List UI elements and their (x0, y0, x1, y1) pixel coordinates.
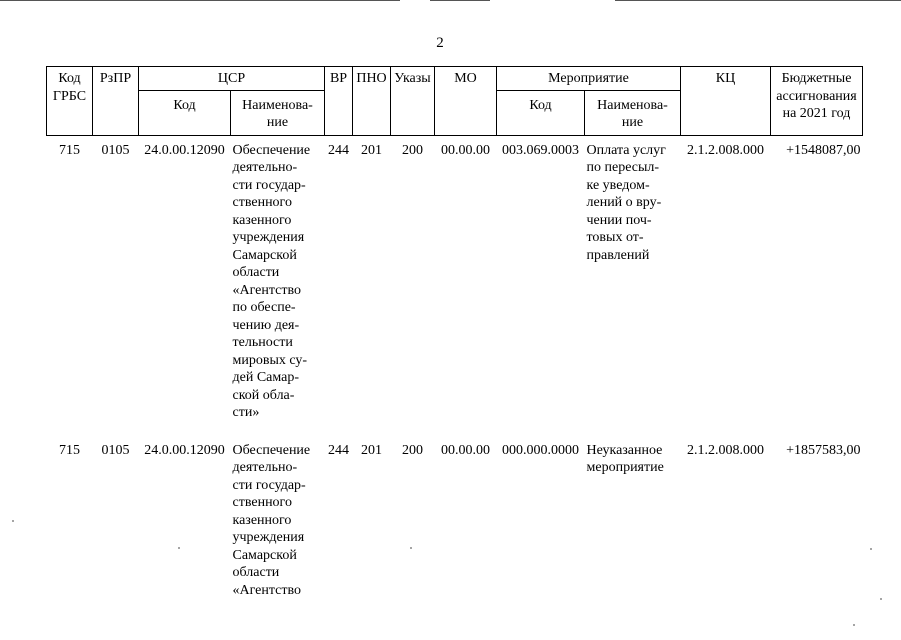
cell-ukazy: 200 (402, 142, 423, 158)
header-vr: ВР (325, 67, 353, 136)
cell-event-kod: 003.069.0003 (502, 142, 579, 158)
cell-pno: 201 (361, 142, 382, 158)
table-row (47, 436, 863, 600)
scan-speck (853, 624, 855, 626)
page-number: 2 (436, 35, 444, 51)
cell-kc: 2.1.2.008.000 (687, 442, 764, 458)
scan-speck (880, 598, 882, 600)
header-kod-grbs: Код ГРБС (47, 67, 93, 136)
scan-speck (870, 548, 872, 550)
cell-kc: 2.1.2.008.000 (687, 142, 764, 158)
header-csr-kod: Код (139, 90, 231, 135)
cell-kod-grbs: 715 (59, 442, 80, 458)
scan-speck (12, 520, 14, 522)
header-budget: Бюджетные ассигнования на 2021 год (771, 67, 863, 136)
header-event: Мероприятие (497, 67, 681, 91)
scan-speck (178, 547, 180, 549)
header-csr-name: Наименова- ние (231, 90, 325, 135)
cell-csr-name: Обеспечение деятельно- сти государ- ственного казенного учреждения Самарской области «Агентство по обеспе- чению дея- тельности мировых су- дей Самар- ской обла- сти» (232, 142, 311, 420)
cell-budget: +1548087,00 (786, 142, 861, 158)
cell-budget: +1857583,00 (786, 442, 861, 458)
header-rzpr: РзПР (93, 67, 139, 136)
table-body (47, 135, 863, 599)
cell-rzpr: 0105 (101, 442, 130, 458)
cell-csr-kod: 24.0.00.12090 (144, 442, 225, 458)
header-kc: КЦ (681, 67, 771, 136)
scan-speck (410, 547, 412, 549)
cell-csr-name: Обеспечение деятельно- сти государ- ственного казенного учреждения Самарской области «Агентство (232, 442, 311, 598)
cell-event-name: Неуказанное мероприятие (586, 442, 664, 475)
budget-table (46, 66, 863, 599)
cell-ukazy: 200 (402, 442, 423, 458)
cell-vr: 244 (328, 142, 349, 158)
header-pno: ПНО (353, 67, 391, 136)
scan-edge-line (430, 0, 490, 1)
cell-mo: 00.00.00 (441, 142, 490, 158)
header-ukazy: Указы (391, 67, 435, 136)
cell-kod-grbs: 715 (59, 142, 80, 158)
scan-edge-line (615, 0, 901, 1)
header-event-name: Наименова- ние (585, 90, 681, 135)
table-header (47, 67, 863, 136)
cell-event-kod: 000.000.0000 (502, 442, 579, 458)
scan-edge-line (0, 0, 400, 1)
cell-mo: 00.00.00 (441, 442, 490, 458)
cell-vr: 244 (328, 442, 349, 458)
cell-pno: 201 (361, 442, 382, 458)
header-event-kod: Код (497, 90, 585, 135)
header-csr: ЦСР (139, 67, 325, 91)
cell-csr-kod: 24.0.00.12090 (144, 142, 225, 158)
cell-event-name: Оплата услуг по пересыл- ке уведом- лений о вру- чении поч- товых от- правлений (586, 142, 666, 263)
cell-rzpr: 0105 (101, 142, 130, 158)
table-row (47, 135, 863, 422)
header-mo: МО (435, 67, 497, 136)
